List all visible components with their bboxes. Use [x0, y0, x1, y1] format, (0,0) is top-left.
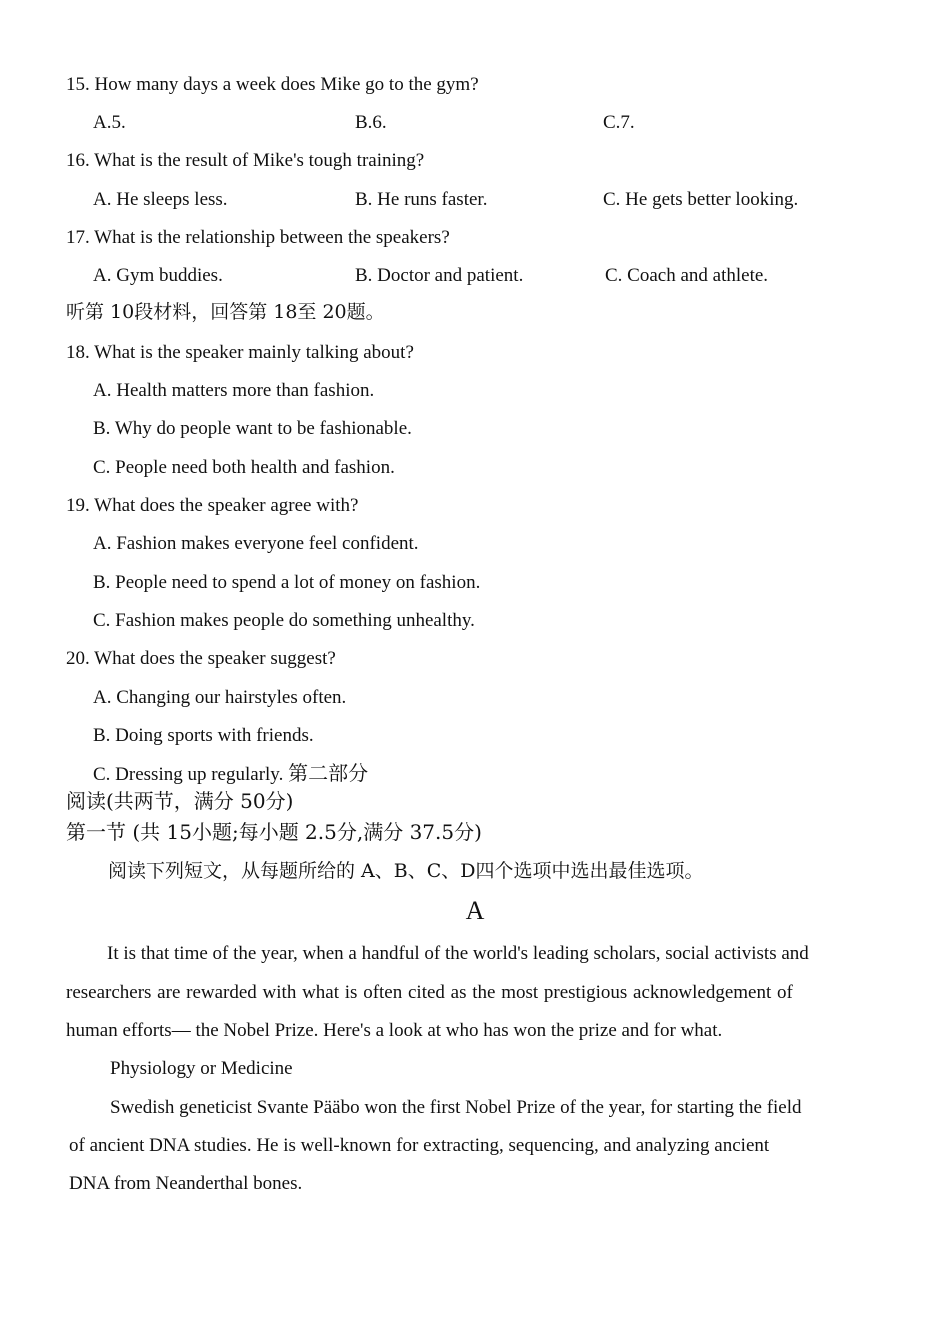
question-17-stem: 17. What is the relationship between the speakers? — [66, 227, 450, 248]
question-20-option-c-row — [93, 761, 368, 787]
passage-subheading: Physiology or Medicine — [110, 1058, 293, 1079]
question-16-option-c: C. He gets better looking. — [603, 189, 799, 210]
passage-intro-line-2: researchers are rewarded with what is often cited as the most prestigious acknowledgement of — [66, 982, 793, 1003]
question-19-option-b: B. People need to spend a lot of money on fashion. — [93, 572, 481, 593]
question-15-option-c: C.7. — [603, 112, 635, 133]
passage-body-line-2: of ancient DNA studies. He is well-known for extracting, sequencing, and analyzing ancient — [69, 1135, 770, 1156]
question-16-option-a: A. He sleeps less. — [93, 189, 228, 210]
question-15-stem: 15. How many days a week does Mike go to the gym? — [66, 74, 479, 95]
question-20-option-b: B. Doing sports with friends. — [93, 725, 314, 746]
question-17-option-b: B. Doctor and patient. — [355, 265, 524, 286]
passage-intro-line-1: It is that time of the year, when a handful of the world's leading scholars, social activists and — [107, 943, 809, 964]
reading-heading: 阅读(共两节，满分 50分) — [66, 789, 294, 813]
question-20-stem: 20. What does the speaker suggest? — [66, 648, 336, 669]
question-19-option-c: C. Fashion makes people do something unhealthy. — [93, 610, 475, 631]
question-18-stem: 18. What is the speaker mainly talking about? — [66, 342, 414, 363]
question-15-option-b: B.6. — [355, 112, 387, 133]
question-18-option-c: C. People need both health and fashion. — [93, 457, 395, 478]
reading-instruction: 阅读下列短文，从每题所给的 A、B、C、D四个选项中选出最佳选项。 — [108, 860, 704, 882]
passage-body-line-1: Swedish geneticist Svante Pääbo won the first Nobel Prize of the year, for starting the field — [110, 1097, 802, 1118]
listening-instruction: 听第 10段材料，回答第 18至 20题。 — [66, 301, 385, 323]
question-19-stem: 19. What does the speaker agree with? — [66, 495, 359, 516]
question-20-option-a: A. Changing our hairstyles often. — [93, 687, 347, 708]
question-17-option-a: A. Gym buddies. — [93, 265, 223, 286]
question-15-option-a: A.5. — [93, 112, 126, 133]
question-19-option-a: A. Fashion makes everyone feel confident. — [93, 533, 419, 554]
question-18-option-b: B. Why do people want to be fashionable. — [93, 418, 412, 439]
passage-label: A — [465, 896, 485, 925]
question-18-option-a: A. Health matters more than fashion. — [93, 380, 375, 401]
question-17-option-c: C. Coach and athlete. — [605, 265, 769, 286]
passage-body-line-3: DNA from Neanderthal bones. — [69, 1173, 303, 1194]
part-2-title: 第二部分 — [288, 761, 369, 785]
question-16-option-b: B. He runs faster. — [355, 189, 488, 210]
question-20-option-c: C. Dressing up regularly. — [93, 764, 284, 785]
question-16-stem: 16. What is the result of Mike's tough training? — [66, 150, 425, 171]
section-1-heading: 第一节 (共 15小题;每小题 2.5分,满分 37.5分) — [66, 820, 482, 844]
passage-intro-line-3: human efforts— the Nobel Prize. Here's a look at who has won the prize and for what. — [66, 1020, 723, 1041]
